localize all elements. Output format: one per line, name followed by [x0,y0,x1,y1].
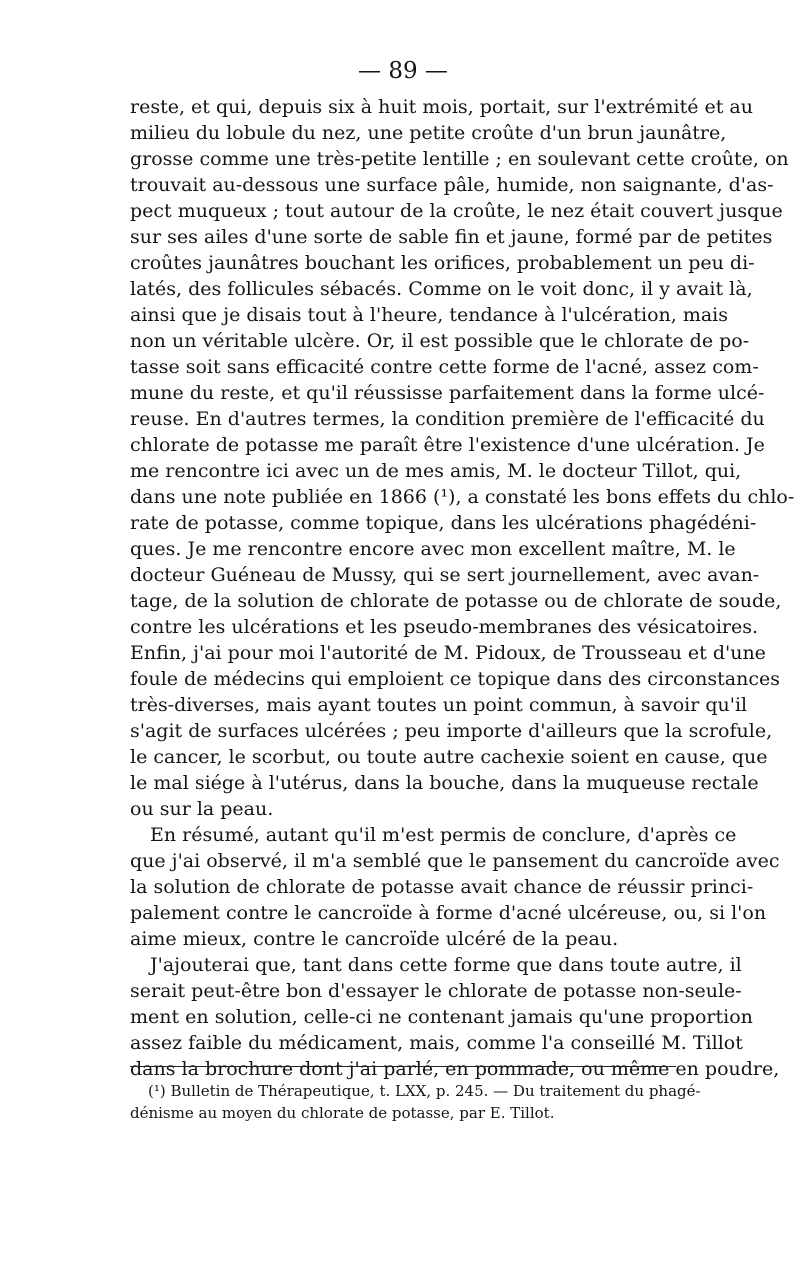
text-line: En résumé, autant qu'il m'est permis de conclure, d'après ce [150,824,737,846]
text-line: aime mieux, contre le cancroïde ulcéré de la peau. [130,928,619,950]
text-line: dans la brochure dont j'ai parlé, en pommade, ou même en poudre, [130,1058,780,1080]
text-line: trouvait au-dessous une surface pâle, humide, non saignante, d'as- [130,174,774,196]
text-line: milieu du lobule du nez, une petite croûte d'un brun jaunâtre, [130,122,727,144]
text-line: pect muqueux ; tout autour de la croûte, le nez était couvert jusque [130,200,783,222]
text-line: me rencontre ici avec un de mes amis, M. le docteur Tillot, qui, [130,460,742,482]
text-line: sur ses ailes d'une sorte de sable fin et jaune, formé par de petites [130,226,773,248]
text-line: reuse. En d'autres termes, la condition première de l'efficacité du [130,408,765,430]
text-line: chlorate de potasse me paraît être l'existence d'une ulcération. Je [130,434,765,456]
footnote-divider [130,1066,676,1067]
text-line: mune du reste, et qu'il réussisse parfaitement dans la forme ulcé- [130,382,765,404]
paragraph-1 [130,94,795,822]
text-line: que j'ai observé, il m'a semblé que le pansement du cancroïde avec [130,850,780,872]
text-line: assez faible du médicament, mais, comme l'a conseillé M. Tillot [130,1032,743,1054]
text-line: tage, de la solution de chlorate de potasse ou de chlorate de soude, [130,590,782,612]
text-line: tasse soit sans efficacité contre cette forme de l'acné, assez com- [130,356,759,378]
body-text [130,94,795,1082]
text-line: ment en solution, celle-ci ne contenant jamais qu'une proportion [130,1006,753,1028]
text-line: foule de médecins qui emploient ce topique dans des circonstances [130,668,780,690]
text-line: ques. Je me rencontre encore avec mon excellent maître, M. le [130,538,736,560]
footnote-line: dénisme au moyen du chlorate de potasse, par E. Tillot. [130,1104,555,1122]
page-number: — 89 — [358,58,448,84]
text-line: Enfin, j'ai pour moi l'autorité de M. Pidoux, de Trousseau et d'une [130,642,766,664]
text-line: reste, et qui, depuis six à huit mois, portait, sur l'extrémité et au [130,96,753,118]
text-line: J'ajouterai que, tant dans cette forme que dans toute autre, il [150,954,742,976]
text-line: rate de potasse, comme topique, dans les ulcérations phagédéni- [130,512,757,534]
footnote-line: (¹) Bulletin de Thérapeutique, t. LXX, p. 245. — Du traitement du phagé- [148,1082,701,1100]
footnote [130,1080,701,1124]
text-line: s'agit de surfaces ulcérées ; peu importe d'ailleurs que la scrofule, [130,720,773,742]
text-line: latés, des follicules sébacés. Comme on le voit donc, il y avait là, [130,278,753,300]
text-line: grosse comme une très-petite lentille ; en soulevant cette croûte, on [130,148,789,170]
text-line: croûtes jaunâtres bouchant les orifices, probablement un peu di- [130,252,755,274]
text-line: ou sur la peau. [130,798,274,820]
text-line: docteur Guéneau de Mussy, qui se sert journellement, avec avan- [130,564,760,586]
text-line: la solution de chlorate de potasse avait chance de réussir princi- [130,876,754,898]
text-line: serait peut-être bon d'essayer le chlorate de potasse non-seule- [130,980,742,1002]
paragraph-3 [130,952,780,1082]
text-line: le mal siége à l'utérus, dans la bouche, dans la muqueuse rectale [130,772,759,794]
paragraph-2 [130,822,780,952]
text-line: contre les ulcérations et les pseudo-membranes des vésicatoires. [130,616,759,638]
text-line: ainsi que je disais tout à l'heure, tendance à l'ulcération, mais [130,304,729,326]
text-line: non un véritable ulcère. Or, il est possible que le chlorate de po- [130,330,750,352]
text-line: dans une note publiée en 1866 (¹), a constaté les bons effets du chlo- [130,486,795,508]
text-line: le cancer, le scorbut, ou toute autre cachexie soient en cause, que [130,746,768,768]
text-line: très-diverses, mais ayant toutes un point commun, à savoir qu'il [130,694,748,716]
text-line: palement contre le cancroïde à forme d'acné ulcéreuse, ou, si l'on [130,902,767,924]
